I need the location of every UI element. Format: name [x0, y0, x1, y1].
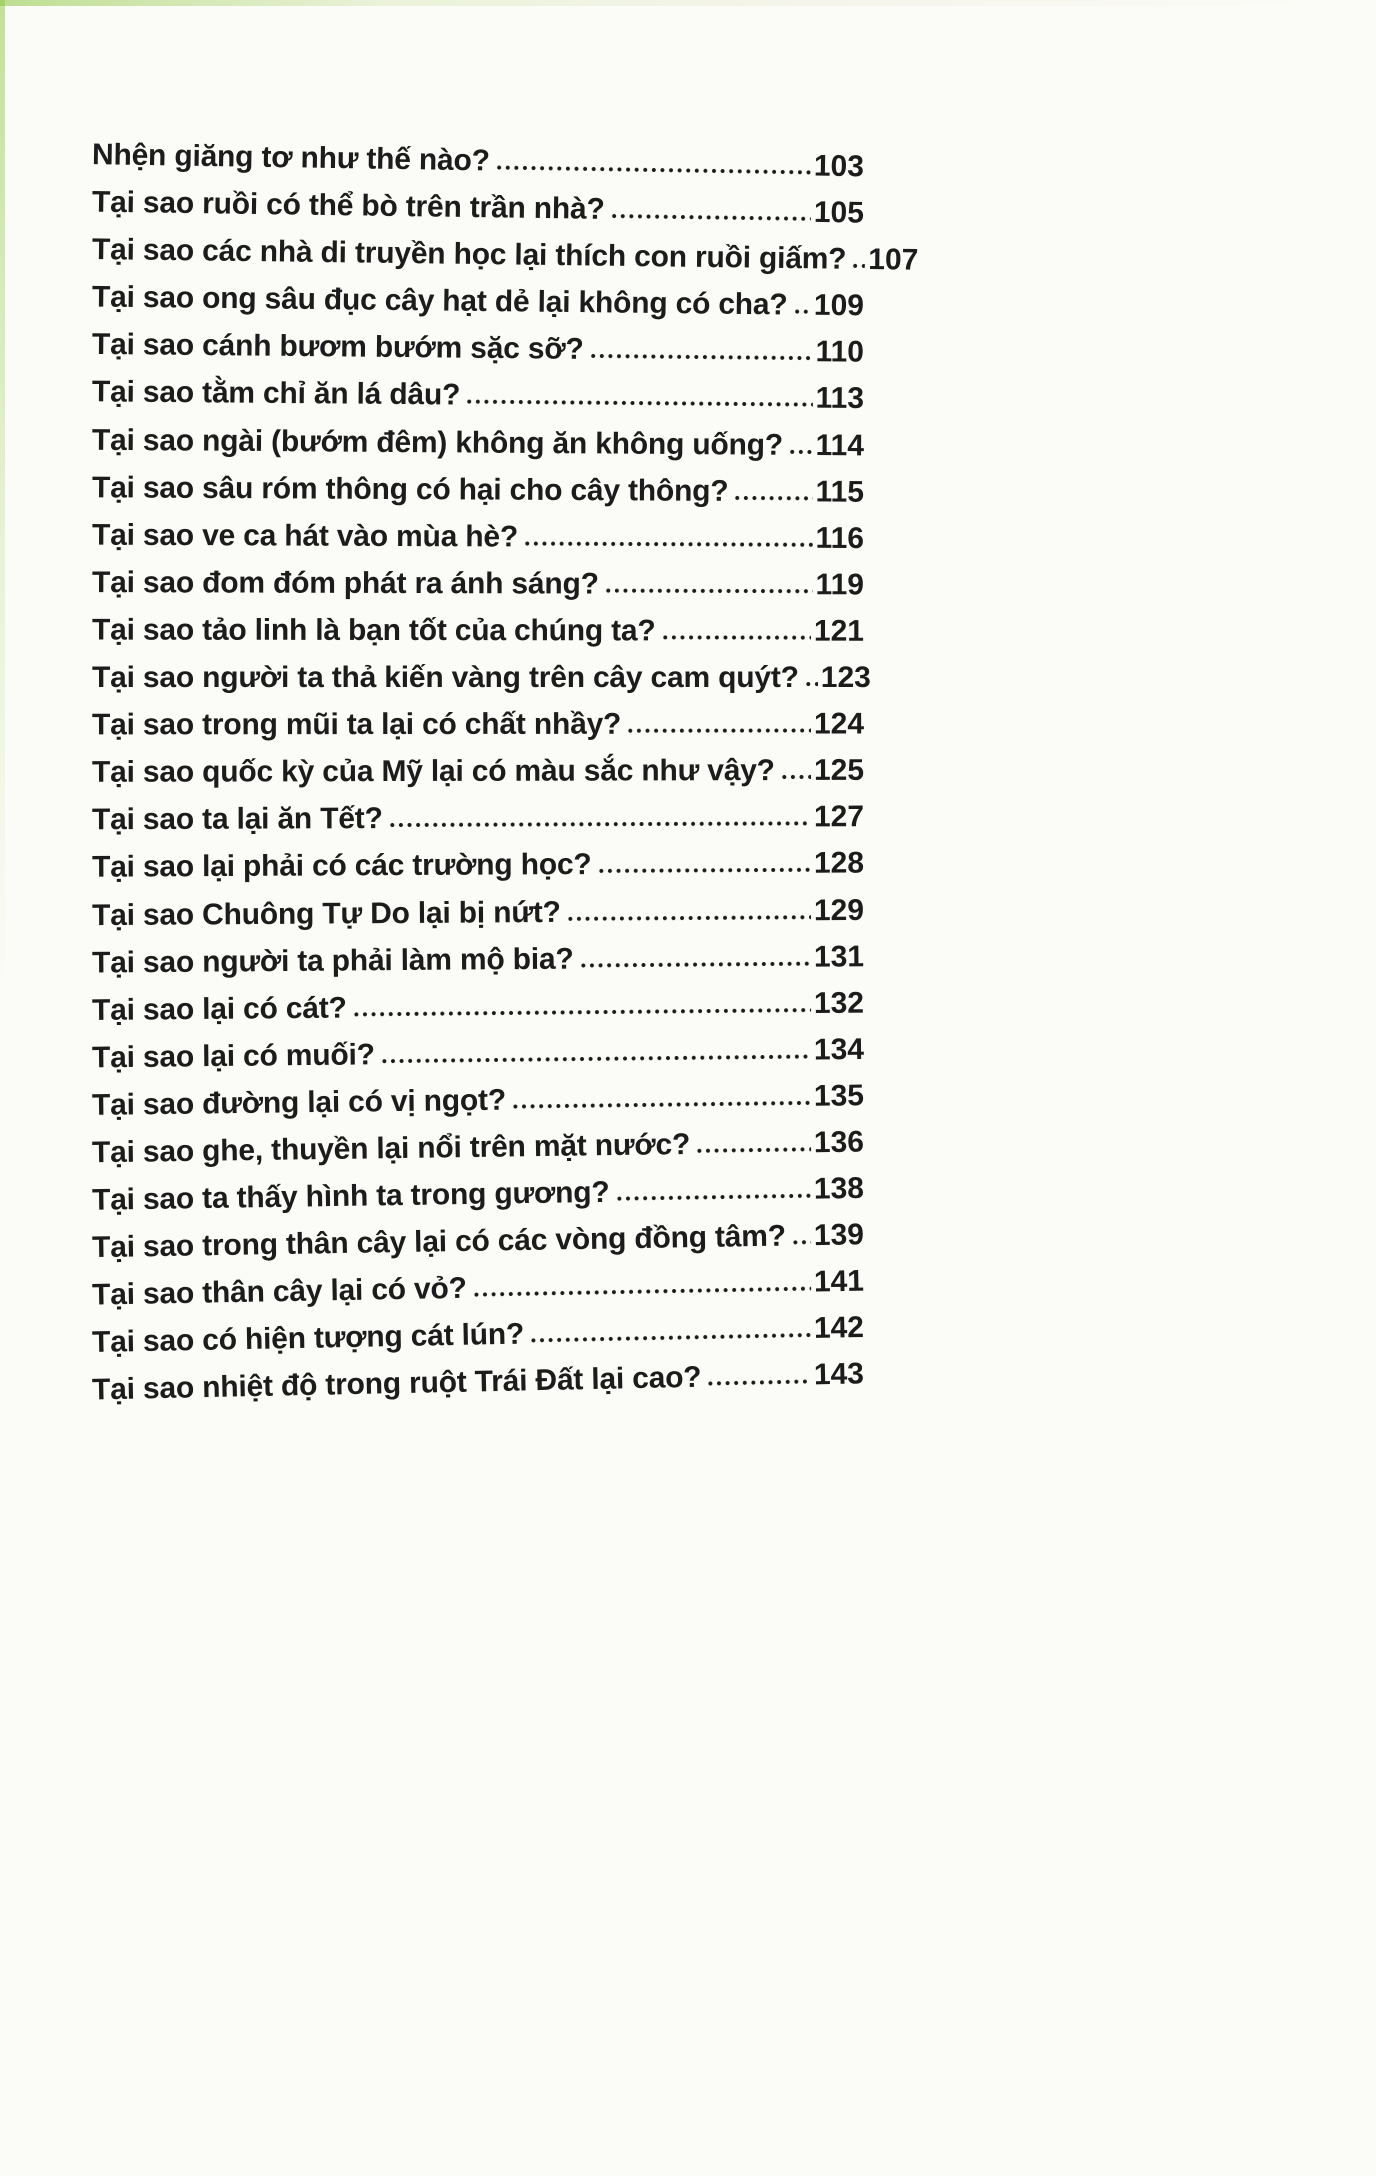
dot-leader: [604, 586, 813, 597]
toc-entry: [92, 695, 864, 743]
dot-leader: [609, 211, 810, 224]
dot-leader: [472, 1284, 811, 1300]
toc-entry-page: 119: [815, 567, 865, 601]
toc-entry-title: Tại sao có hiện tượng cát lún?: [91, 1317, 525, 1360]
toc-entry-title: Tại sao quốc kỳ của Mỹ lại có màu sắc như vậy?: [91, 753, 775, 789]
dot-leader: [615, 1191, 812, 1204]
toc-entry-title: Tại sao Chuông Tự Do lại bị nứt?: [91, 895, 561, 932]
dot-leader: [733, 493, 812, 503]
dot-leader: [579, 958, 811, 970]
toc-entry-title: Tại sao ta thấy hình ta trong gương?: [91, 1175, 610, 1217]
toc-entry-page: 121: [813, 614, 865, 648]
toc-entry-page: 138: [813, 1171, 865, 1206]
dot-leader: [588, 351, 812, 363]
toc-entry-page: 131: [813, 939, 865, 973]
toc-entry-page: 135: [813, 1078, 865, 1113]
toc-entry-title: Tại sao đường lại có vị ngọt?: [91, 1083, 507, 1122]
scan-artifact-top-edge: [0, 0, 1376, 6]
dot-leader: [660, 632, 810, 642]
toc-entry: [92, 973, 864, 1028]
dot-leader: [352, 1005, 811, 1019]
toc-entry-page: 143: [813, 1357, 865, 1392]
dot-leader: [495, 163, 811, 178]
dot-leader: [804, 679, 818, 689]
dot-leader: [792, 307, 810, 317]
toc-entry-title: Tại sao người ta phải làm mộ bia?: [91, 941, 574, 979]
toc-entry-page: 129: [813, 893, 865, 927]
toc-entry-page: 142: [813, 1310, 865, 1345]
toc-entry: [92, 553, 864, 602]
toc-entry-page: 116: [815, 521, 865, 555]
toc-entry-title: Tại sao ong sâu đục cây hạt dẻ lại không có cha?: [91, 280, 788, 322]
toc-entry-title: Tại sao cánh bươm bướm sặc sỡ?: [91, 327, 584, 366]
toc-entry-page: 139: [813, 1218, 865, 1252]
toc-entry: [92, 880, 864, 932]
toc-entry-title: Tại sao ve ca hát vào mùa hè?: [91, 518, 519, 553]
dot-leader: [529, 1330, 811, 1346]
toc-entry: [92, 787, 864, 837]
toc-entry-title: Tại sao lại phải có các trường học?: [91, 848, 592, 884]
toc-entry-title: Tại sao lại có muối?: [91, 1037, 375, 1074]
toc-entry-page: 107: [868, 242, 919, 277]
toc-entry-page: 123: [820, 660, 871, 694]
toc-entry-title: Tại sao nhiệt độ trong ruột Trái Đất lại cao?: [91, 1360, 702, 1407]
toc-entry-page: 115: [815, 474, 865, 509]
toc-entry-page: 103: [813, 149, 865, 183]
dot-leader: [851, 261, 865, 271]
toc-list: [91, 130, 919, 1407]
toc-entry-title: Tại sao ruồi có thể bò trên trần nhà?: [91, 185, 605, 226]
dot-leader: [380, 1051, 811, 1066]
dot-leader: [388, 819, 811, 831]
toc-entry-page: 105: [813, 195, 865, 230]
dot-leader: [626, 726, 811, 736]
toc-entry-page: 125: [813, 753, 865, 787]
dot-leader: [706, 1377, 811, 1389]
dot-leader: [465, 397, 812, 410]
toc-entry: [91, 648, 871, 695]
toc-entry-page: 113: [815, 381, 865, 416]
toc-entry-title: Tại sao người ta thả kiến vàng trên cây cam quýt?: [91, 660, 799, 694]
dot-leader: [791, 1237, 811, 1247]
toc-entry: [92, 458, 864, 510]
toc-entry: [92, 834, 864, 885]
toc-entry-title: Tại sao thân cây lại có vỏ?: [91, 1271, 468, 1312]
toc-entry: [92, 505, 864, 555]
toc-entry-page: 110: [815, 335, 865, 369]
dot-leader: [597, 865, 811, 876]
toc-entry: [92, 410, 864, 463]
toc-entry-page: 132: [813, 985, 865, 1020]
toc-entry-title: Tại sao ta lại ăn Tết?: [91, 802, 383, 837]
toc-entry-page: 141: [813, 1264, 865, 1299]
dot-leader: [788, 446, 813, 456]
toc-entry-title: Nhện giăng tơ như thế nào?: [91, 137, 491, 178]
toc-entry-page: 109: [813, 288, 865, 323]
toc-entry: [92, 363, 864, 417]
toc-entry-title: Tại sao trong mũi ta lại có chất nhầy?: [91, 707, 622, 742]
toc-entry: [92, 600, 864, 648]
toc-entry-title: Tại sao ngài (bướm đêm) không ăn không uống?: [91, 423, 784, 462]
toc-entry-title: Tại sao các nhà di truyền học lại thích con ruồi giấm?: [91, 232, 847, 276]
scan-artifact-left-edge: [0, 0, 5, 980]
toc-entry-page: 128: [813, 846, 865, 880]
dot-leader: [523, 538, 813, 549]
toc-entry-title: Tại sao sâu róm thông có hại cho cây thông?: [91, 470, 729, 508]
toc-entry-title: Tại sao trong thân cây lại có các vòng đồng tâm?: [91, 1219, 787, 1265]
toc-entry-title: Tại sao ghe, thuyền lại nổi trên mặt nước?: [91, 1127, 691, 1169]
dot-leader: [566, 912, 811, 924]
toc-entry: [92, 741, 864, 790]
toc-entry-title: Tại sao tảo linh là bạn tốt của chúng ta?: [91, 613, 656, 648]
toc-entry-title: Tại sao đom đóm phát ra ánh sáng?: [91, 565, 599, 601]
toc-entry-page: 114: [815, 428, 865, 462]
toc-entry-page: 136: [813, 1125, 865, 1159]
toc-entry-title: Tại sao tằm chỉ ăn lá dâu?: [91, 375, 461, 412]
toc-entry: [92, 315, 864, 370]
dot-leader: [695, 1144, 811, 1156]
toc-entry-title: Tại sao lại có cát?: [91, 990, 347, 1027]
dot-leader: [511, 1098, 811, 1112]
dot-leader: [780, 772, 811, 782]
toc-entry-page: 124: [813, 707, 865, 741]
toc-entry-page: 127: [813, 800, 865, 834]
toc-entry-page: 134: [813, 1032, 865, 1066]
toc-entry: [92, 927, 864, 980]
